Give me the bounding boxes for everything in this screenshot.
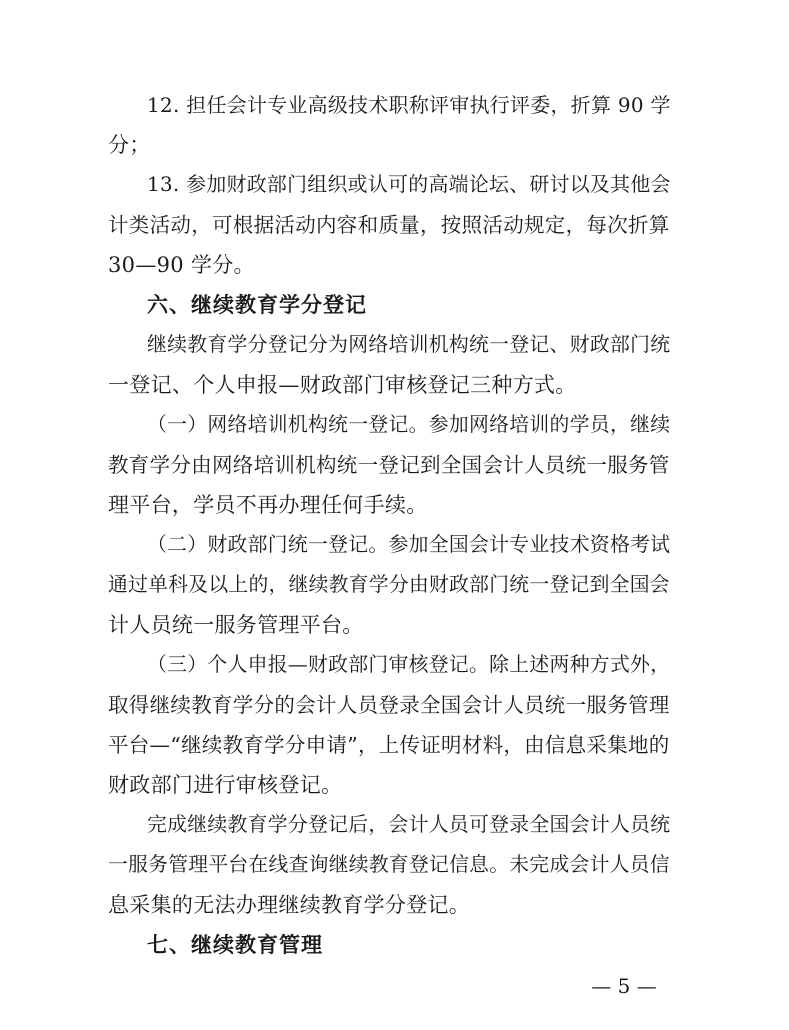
paragraph-line: （三）个人申报—财政部门审核登记。除上述两种方式外，: [147, 653, 671, 676]
paragraph-line: 计人员统一服务管理平台。: [108, 613, 364, 637]
paragraph-line: 13. 参加财政部门组织或认可的高端论坛、研讨以及其他会: [147, 173, 671, 196]
paragraph-line: 通过单科及以上的，继续教育学分由财政部门统一登记到全国会: [108, 573, 670, 596]
paragraph-line: 理平台，学员不再办理任何手续。: [108, 493, 428, 517]
paragraph-line: 12. 担任会计专业高级技术职称评审执行评委，折算 90 学: [147, 93, 671, 117]
paragraph-line: 息采集的无法办理继续教育学分登记。: [108, 893, 471, 917]
paragraph-line: 平台—“继续教育学分申请”，上传证明材料，由信息采集地的: [108, 733, 670, 757]
section-heading: 六、继续教育学分登记: [147, 293, 367, 317]
paragraph-line: 取得继续教育学分的会计人员登录全国会计人员统一服务管理: [108, 693, 670, 717]
paragraph-line: 分；: [108, 133, 151, 157]
paragraph-line: （二）财政部门统一登记。参加全国会计专业技术资格考试: [147, 533, 671, 556]
paragraph-line: 继续教育学分登记分为网络培训机构统一登记、财政部门统: [147, 333, 671, 356]
paragraph-line: 一服务管理平台在线查询继续教育登记信息。未完成会计人员信: [108, 853, 670, 876]
paragraph-line: 教育学分由网络培训机构统一登记到全国会计人员统一服务管: [108, 453, 670, 477]
paragraph-line: （一）网络培训机构统一登记。参加网络培训的学员，继续: [147, 413, 671, 436]
section-heading: 七、继续教育管理: [147, 933, 323, 957]
paragraph-line: 30—90 学分。: [108, 253, 255, 277]
paragraph-line: 财政部门进行审核登记。: [108, 773, 343, 797]
page-number: — 5 —: [591, 974, 657, 998]
paragraph-line: 计类活动，可根据活动内容和质量，按照活动规定，每次折算: [108, 213, 670, 237]
paragraph-line: 一登记、个人申报—财政部门审核登记三种方式。: [108, 373, 577, 397]
paragraph-line: 完成继续教育学分登记后，会计人员可登录全国会计人员统: [147, 813, 671, 836]
